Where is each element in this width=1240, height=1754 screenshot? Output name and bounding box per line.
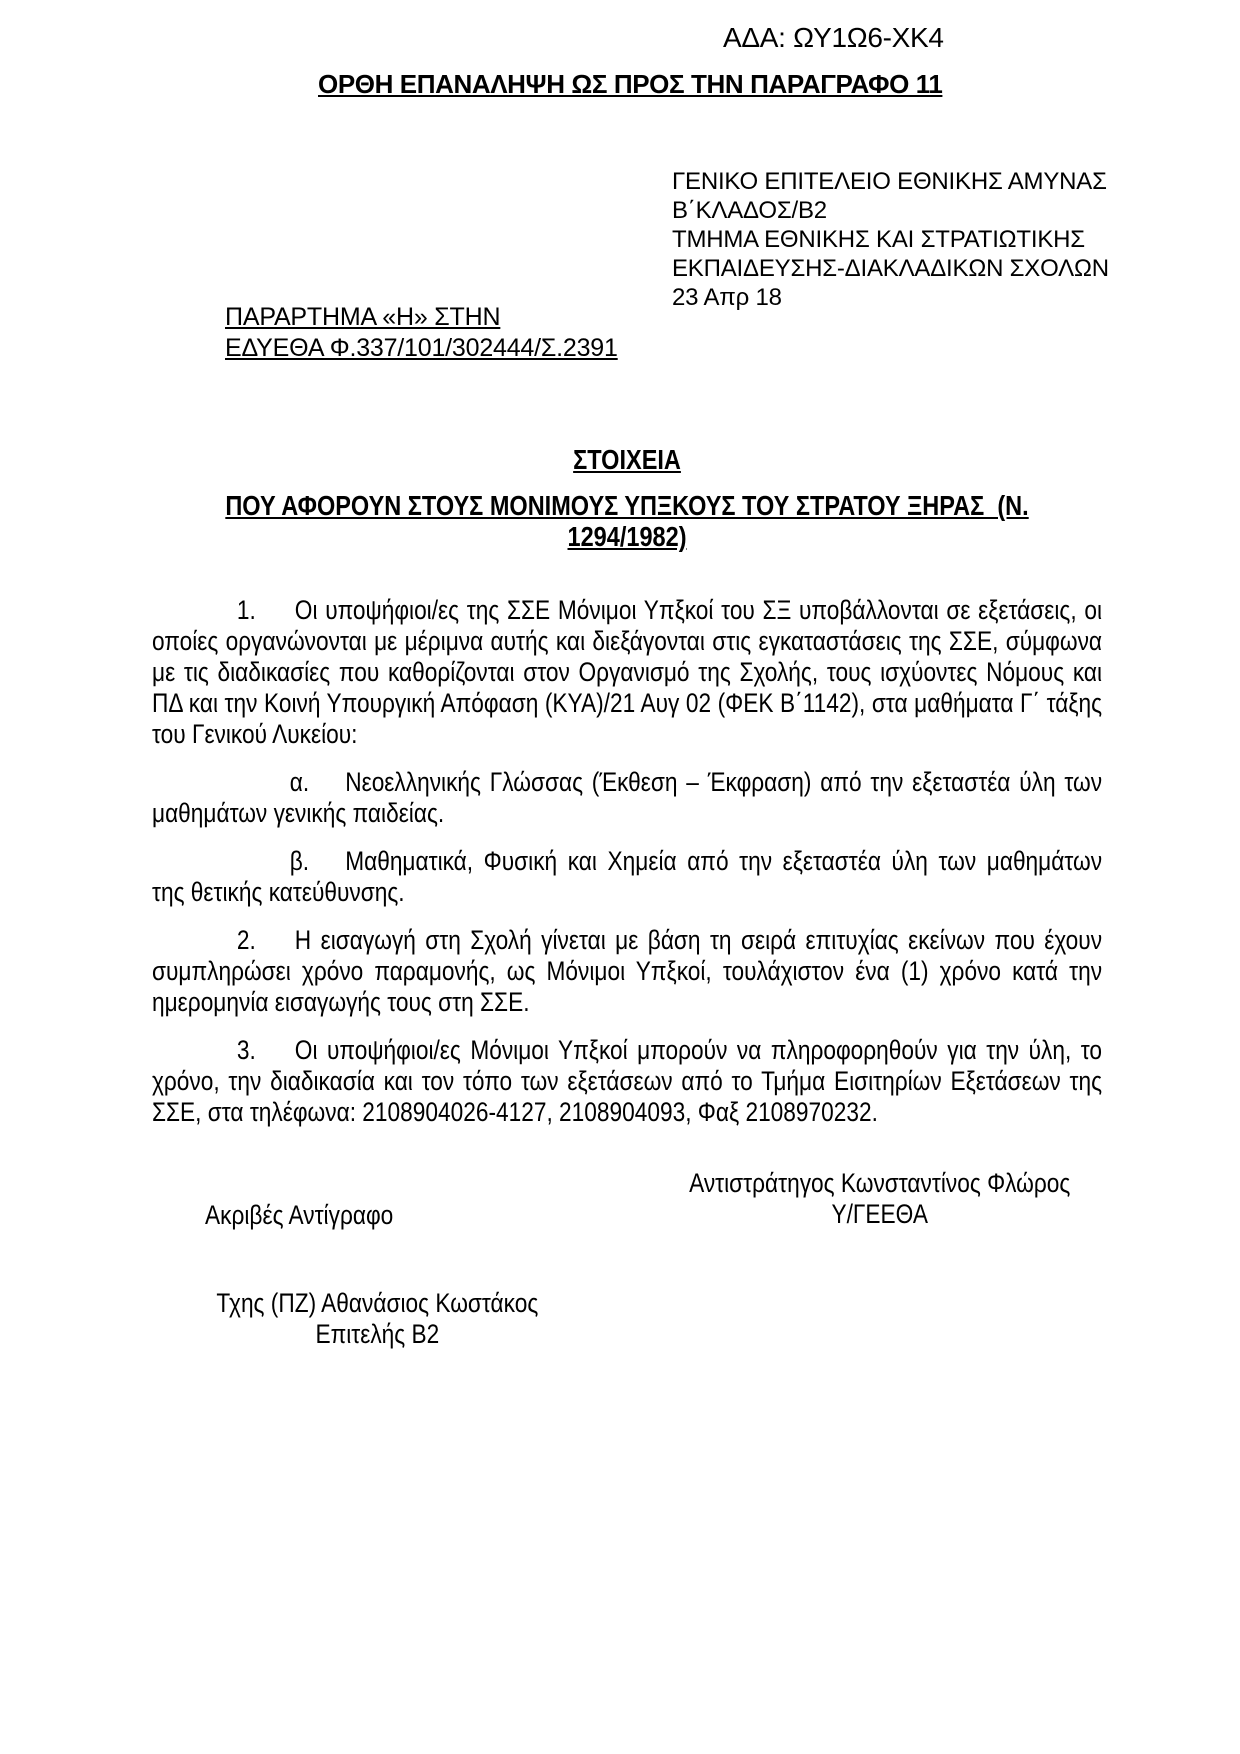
paragraph-1-text: Οι υποψήφιοι/ες της ΣΣΕ Μόνιμοι Υπξκοί του ΣΞ υποβάλλονται σε εξετάσεις, οι οποίες οργανώνονται με μέριμνα αυτής και διεξάγονται στις εγκαταστάσεις της ΣΣΕ, σύμφωνα με τις διαδικασίες που καθορίζονται στον Οργανισμό της Σχολής, τους ισχύοντες Νόμους και ΠΔ και την Κοινή Υπουργική Απόφαση (ΚΥΑ)/21 Αυγ 02 (ΦΕΚ Β΄1142), στα μαθήματα Γ΄ τάξης του Γενικού Λυκείου: [152, 595, 1103, 749]
certifier-name: Τχης (ΠΖ) Αθανάσιος Κωστάκος [216, 1288, 539, 1318]
document-body [152, 444, 1102, 1145]
item-alpha [152, 767, 1102, 829]
subtitle [152, 490, 1102, 552]
signer-name: Αντιστράτηγος Κωνσταντίνος Φλώρος [689, 1168, 1071, 1198]
certified-copy-label: Ακριβές Αντίγραφο [205, 1200, 394, 1230]
correction-notice: ΟΡΘΗ ΕΠΑΝΑΛΗΨΗ ΩΣ ΠΡΟΣ ΤΗΝ ΠΑΡΑΓΡΑΦΟ 11 [318, 69, 943, 99]
item-beta [152, 846, 1102, 908]
certifier-title: Επιτελής Β2 [315, 1319, 440, 1349]
paragraph-2-text: Η εισαγωγή στη Σχολή γίνεται με βάση τη σειρά επιτυχίας εκείνων που έχουν συμπληρώσει χρόνο παραμονής, ως Μόνιμοι Υπξκοί, τουλάχιστον ένα (1) χρόνο κατά την ημερομηνία εισαγωγής τους στη ΣΣΕ. [152, 925, 1103, 1017]
subtitle-line-2: 1294/1982) [567, 521, 687, 552]
ada-number: ΑΔΑ: ΩΥ1Ω6-ΧΚ4 [723, 22, 944, 53]
item-alpha-text: Νεοελληνικής Γλώσσας (Έκθεση – Έκφραση) από την εξεταστέα ύλη των μαθημάτων γενικής παιδείας. [152, 767, 1103, 828]
item-alpha-number: α. [289, 767, 310, 797]
paragraph-2-number: 2. [236, 925, 256, 955]
letterhead-line-3: ΤΜΗΜΑ ΕΘΝΙΚΗΣ ΚΑΙ ΣΤΡΑΤΙΩΤΙΚΗΣ [672, 226, 1085, 253]
subtitle-line-1: ΠΟΥ ΑΦΟΡΟΥΝ ΣΤΟΥΣ ΜΟΝΙΜΟΥΣ ΥΠΞΚΟΥΣ ΤΟΥ ΣΤΡΑΤΟΥ ΞΗΡΑΣ (Ν. [225, 490, 1029, 521]
annex-line-2: ΕΔΥΕΘΑ Φ.337/101/302444/Σ.2391 [225, 334, 618, 362]
paragraph-3-text: Οι υποψήφιοι/ες Μόνιμοι Υπξκοί μπορούν να πληροφορηθούν για την ύλη, το χρόνο, την διαδικασία και τον τόπο των εξετάσεων από το Τμήμα Εισιτηρίων Εξετάσεων της ΣΣΕ, στα τηλέφωνα: 2108904026-4127, 2108904093, Φαξ 2108970232. [152, 1035, 1103, 1127]
annex-line-1: ΠΑΡΑΡΤΗΜΑ «Η» ΣΤΗΝ [225, 303, 501, 331]
paragraph-2 [152, 925, 1102, 1018]
item-beta-text: Μαθηματικά, Φυσική και Χημεία από την εξεταστέα ύλη των μαθημάτων της θετικής κατεύθυνσης. [152, 846, 1103, 907]
certifier-block [205, 1288, 550, 1350]
main-title: ΣΤΟΙΧΕΙΑ [573, 444, 681, 475]
paragraph-3-number: 3. [236, 1035, 256, 1065]
paragraph-3 [152, 1035, 1102, 1128]
letterhead-line-1: ΓΕΝΙΚΟ ΕΠΙΤΕΛΕΙΟ ΕΘΝΙΚΗΣ ΑΜΥΝΑΣ [672, 168, 1107, 195]
letterhead-line-2: Β΄ΚΛΑΔΟΣ/Β2 [672, 197, 827, 224]
letterhead-line-4: ΕΚΠΑΙΔΕΥΣΗΣ-ΔΙΑΚΛΑΔΙΚΩΝ ΣΧΟΛΩΝ [672, 255, 1109, 282]
letterhead [672, 167, 1109, 312]
signer-block [640, 1168, 1120, 1230]
signer-title: Υ/ΓΕΕΘΑ [831, 1199, 929, 1229]
item-beta-number: β. [289, 846, 310, 876]
paragraph-1-number: 1. [236, 595, 256, 625]
paragraph-1 [152, 595, 1102, 750]
annex-reference [225, 302, 618, 364]
document-date: 23 Απρ 18 [672, 284, 782, 311]
